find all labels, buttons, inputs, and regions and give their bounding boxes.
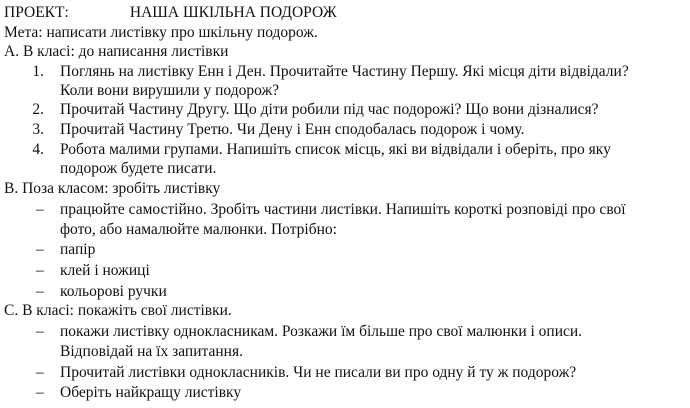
item-number: 1.	[32, 63, 44, 80]
dash-bullet: –	[36, 384, 44, 401]
section-c-heading: С. В класі: покажіть свої листівки.	[4, 302, 232, 319]
item-text: Оберіть найкращу листівку	[60, 384, 242, 401]
item-text: клей і ножиці	[60, 262, 150, 279]
item-text: кольорові ручки	[60, 283, 167, 300]
project-name: НАША ШКІЛЬНА ПОДОРОЖ	[129, 4, 337, 21]
dash-bullet: –	[36, 201, 44, 218]
item-text: Робота малими групами. Напишіть список місць, які ви відвідали і оберіть, про яку	[60, 141, 611, 158]
item-text-continued: фото, або намалюйте малюнки. Потрібно:	[60, 221, 337, 238]
item-number: 2.	[32, 101, 44, 118]
item-text: Прочитай листівки однокласників. Чи не писали ви про одну й ту ж подорож?	[60, 364, 577, 381]
section-b-heading: В. Поза класом: зробіть листівку	[4, 180, 221, 197]
dash-bullet: –	[36, 323, 44, 340]
item-text: Прочитай Частину Другу. Що діти робили під час подорожі? Що вони дізналися?	[60, 101, 599, 118]
item-text: Поглянь на листівку Енн і Ден. Прочитайте Частину Першу. Які місця діти відвідали?	[60, 63, 629, 80]
item-text-continued: подорож будете писати.	[60, 160, 217, 177]
item-text: покажи листівку однокласникам. Розкажи їм більше про свої малюнки і описи.	[60, 323, 583, 340]
dash-bullet: –	[36, 262, 44, 279]
project-title-row	[4, 4, 337, 22]
item-text-continued: Коли вони вирушили у подорож?	[60, 82, 280, 99]
dash-bullet: –	[36, 364, 44, 381]
section-a-heading: А. В класі: до написання листівки	[4, 43, 229, 60]
item-number: 4.	[32, 141, 44, 158]
item-text: папір	[60, 241, 96, 258]
item-text: Прочитай Частину Третю. Чи Дену і Енн сподобалась подорож і чому.	[60, 121, 525, 138]
dash-bullet: –	[36, 241, 44, 258]
item-text-continued: Відповідай на їх запитання.	[60, 343, 243, 360]
project-label: ПРОЕКТ:	[4, 4, 69, 21]
goal-text: Мета: написати листівку про шкільну подорож.	[4, 24, 318, 41]
item-number: 3.	[32, 121, 44, 138]
item-text: працюйте самостійно. Зробіть частини листівки. Напишіть короткі розповіді про свої	[60, 201, 626, 218]
dash-bullet: –	[36, 283, 44, 300]
